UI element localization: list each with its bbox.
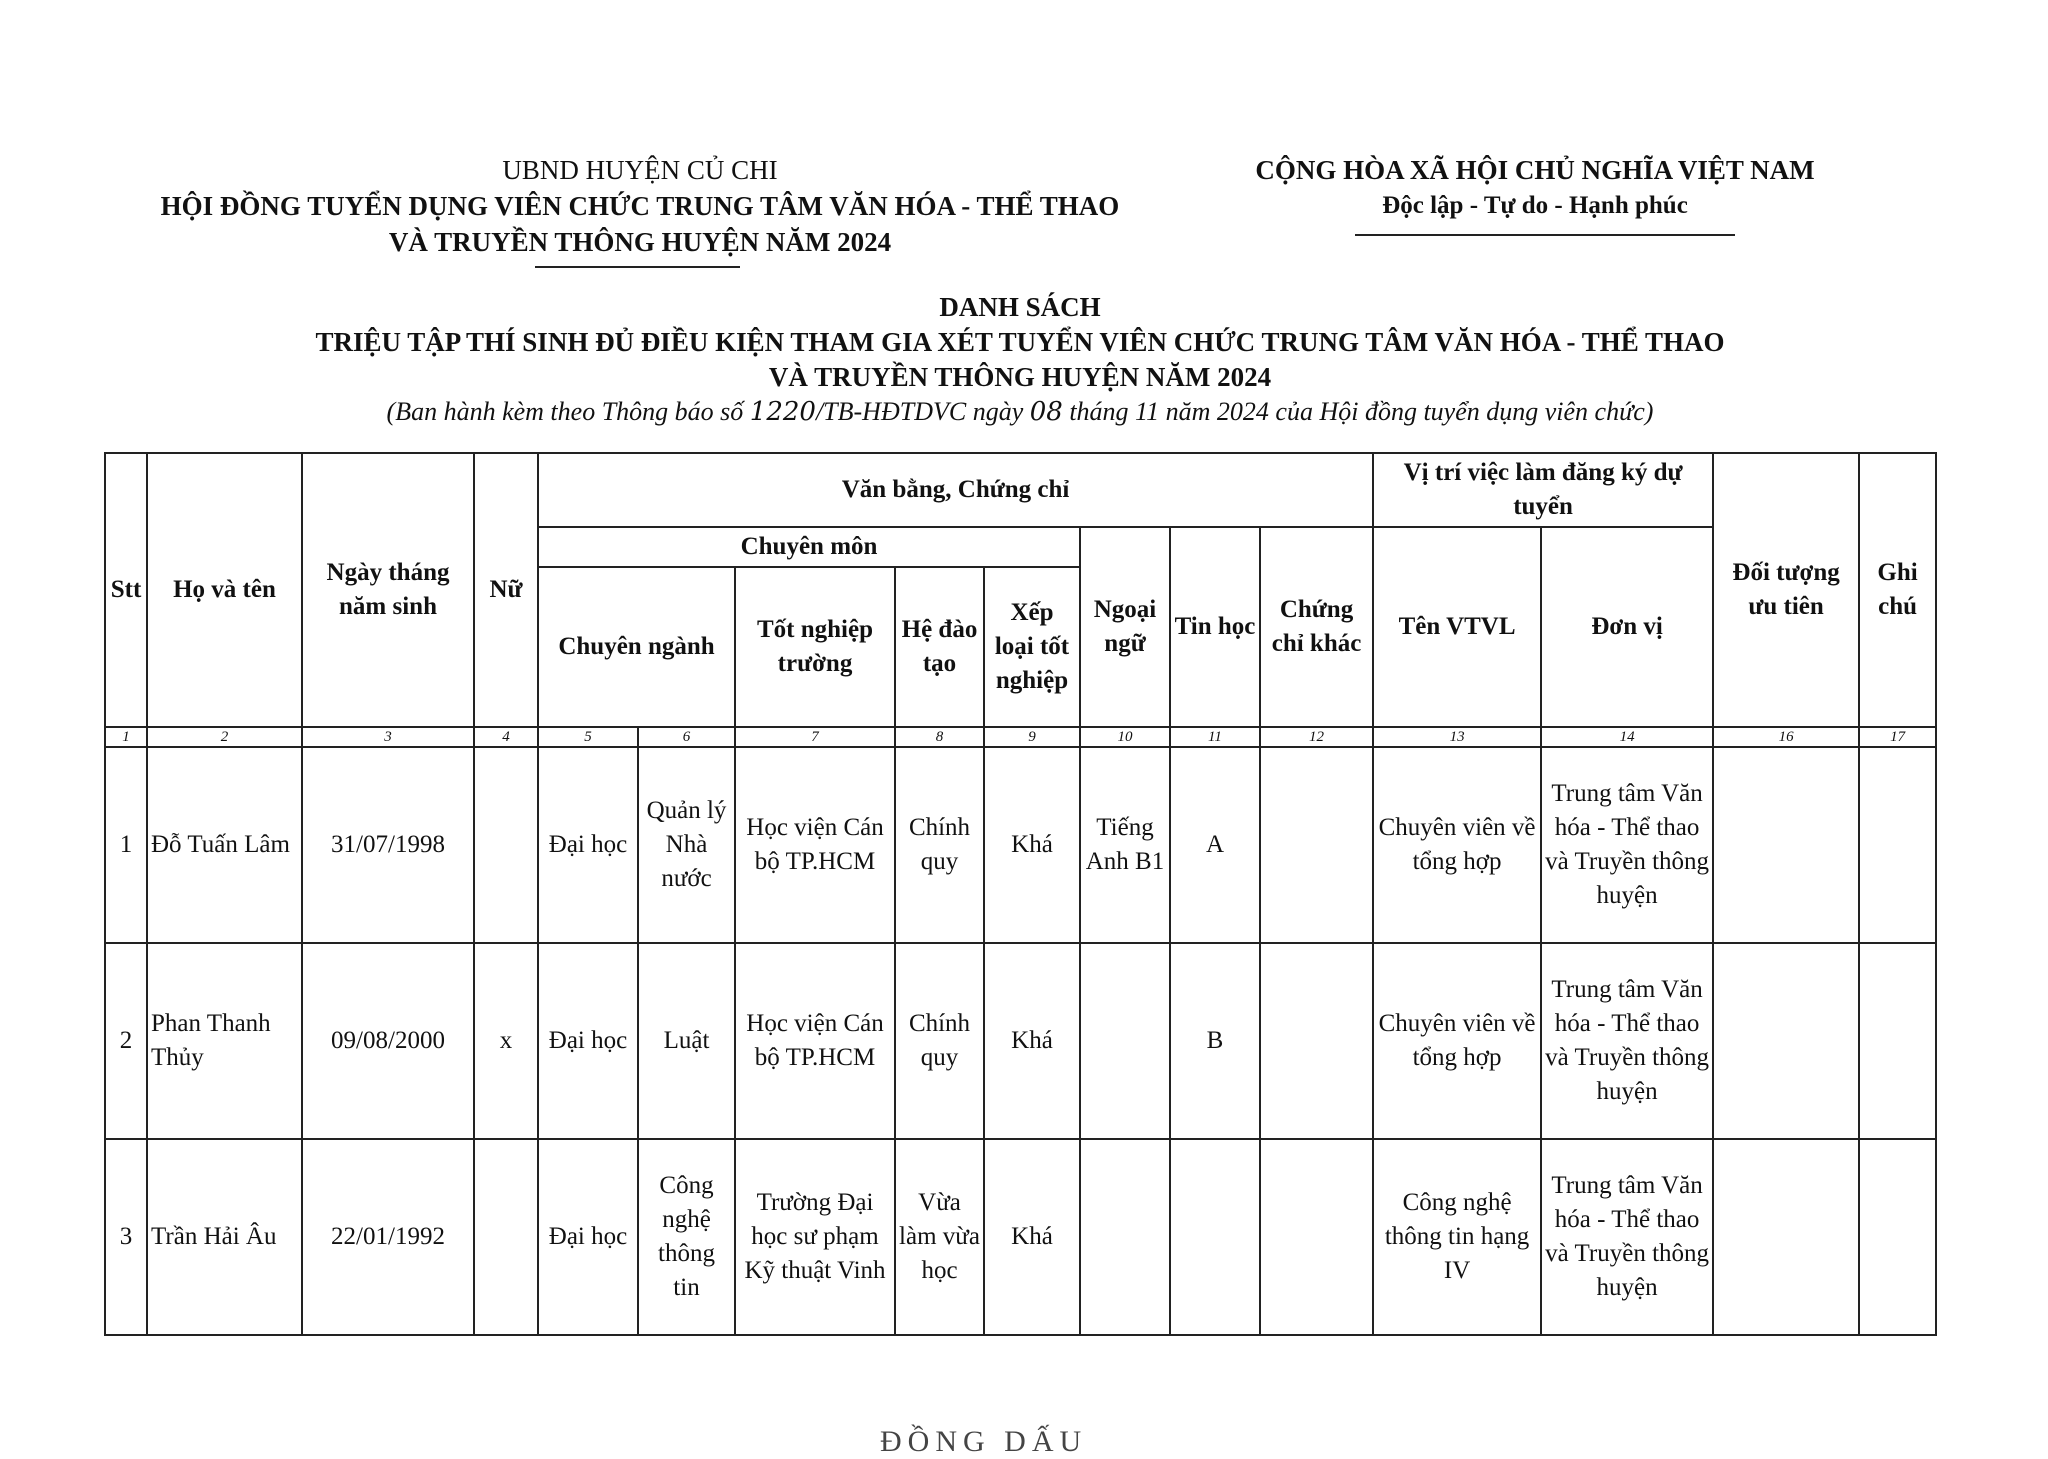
- cell-stt: 2: [105, 943, 147, 1139]
- cell-priority: [1713, 747, 1859, 943]
- cell-other-cert: [1260, 1139, 1373, 1335]
- header-stt: Stt: [105, 453, 147, 727]
- col-number: 10: [1080, 727, 1170, 747]
- cell-it: B: [1170, 943, 1260, 1139]
- header-dob: Ngày tháng năm sinh: [302, 453, 474, 727]
- cell-grade: Khá: [984, 747, 1080, 943]
- candidate-table: [104, 452, 1937, 1336]
- cell-dob: 31/07/1998: [302, 747, 474, 943]
- subtitle-middle: /TB-HĐTDVC ngày: [815, 397, 1030, 426]
- notice-number: 1220: [749, 397, 816, 427]
- cell-dob: 22/01/1992: [302, 1139, 474, 1335]
- header-mode: Hệ đào tạo: [895, 567, 984, 727]
- table-row: [105, 1139, 1936, 1335]
- cell-level: Đại học: [538, 1139, 638, 1335]
- cell-other-cert: [1260, 747, 1373, 943]
- column-number-row: [105, 727, 1936, 747]
- subtitle-suffix: tháng 11 năm 2024 của Hội đồng tuyển dụng viên chức): [1062, 397, 1654, 426]
- col-number: 16: [1713, 727, 1859, 747]
- title-line-1: DANH SÁCH: [939, 292, 1101, 322]
- table-row: [105, 747, 1936, 943]
- header-position-name: Tên VTVL: [1373, 527, 1541, 727]
- cell-school: Trường Đại học sư phạm Kỹ thuật Vinh: [735, 1139, 895, 1335]
- cell-position-name: Chuyên viên về tổng hợp: [1373, 943, 1541, 1139]
- cell-other-cert: [1260, 943, 1373, 1139]
- cell-school: Học viện Cán bộ TP.HCM: [735, 943, 895, 1139]
- document-title: [160, 290, 1880, 395]
- cell-mode: Chính quy: [895, 943, 984, 1139]
- col-number: 1: [105, 727, 147, 747]
- col-number: 11: [1170, 727, 1260, 747]
- cell-it: A: [1170, 747, 1260, 943]
- cell-unit: Trung tâm Văn hóa - Thể thao và Truyền thông huyện: [1541, 1139, 1713, 1335]
- header-note: Ghi chú: [1859, 453, 1936, 727]
- cell-unit: Trung tâm Văn hóa - Thể thao và Truyền thông huyện: [1541, 943, 1713, 1139]
- title-line-2: TRIỆU TẬP THÍ SINH ĐỦ ĐIỀU KIỆN THAM GIA XÉT TUYỂN VIÊN CHỨC TRUNG TÂM VĂN HÓA - THỂ THAO: [315, 327, 1725, 357]
- header-position: Vị trí việc làm đăng ký dự tuyển: [1373, 453, 1713, 527]
- cell-major: Quản lý Nhà nước: [638, 747, 735, 943]
- cell-dob: 09/08/2000: [302, 943, 474, 1139]
- header-other-cert: Chứng chỉ khác: [1260, 527, 1373, 727]
- cell-major: Công nghệ thông tin: [638, 1139, 735, 1335]
- col-number: 14: [1541, 727, 1713, 747]
- authority-line-1: UBND HUYỆN CỦ CHI: [502, 155, 778, 185]
- header-grade: Xếp loại tốt nghiệp: [984, 567, 1080, 727]
- cell-female: x: [474, 943, 538, 1139]
- motto-underline: [1355, 234, 1735, 236]
- header-language: Ngoại ngữ: [1080, 527, 1170, 727]
- col-number: 2: [147, 727, 302, 747]
- cell-school: Học viện Cán bộ TP.HCM: [735, 747, 895, 943]
- cell-grade: Khá: [984, 943, 1080, 1139]
- header-it: Tin học: [1170, 527, 1260, 727]
- col-number: 4: [474, 727, 538, 747]
- cell-it: [1170, 1139, 1260, 1335]
- cell-stt: 1: [105, 747, 147, 943]
- cell-name: Trần Hải Âu: [147, 1139, 302, 1335]
- cell-priority: [1713, 943, 1859, 1139]
- cell-name: Đỗ Tuấn Lâm: [147, 747, 302, 943]
- authority-underline: [535, 266, 740, 268]
- header-unit: Đơn vị: [1541, 527, 1713, 727]
- notice-day: 08: [1029, 397, 1063, 427]
- cell-major: Luật: [638, 943, 735, 1139]
- table-row: [105, 943, 1936, 1139]
- cell-note: [1859, 943, 1936, 1139]
- header-major: Chuyên ngành: [538, 567, 735, 727]
- col-number: 6: [638, 727, 735, 747]
- cell-position-name: Công nghệ thông tin hạng IV: [1373, 1139, 1541, 1335]
- header-diplomas: Văn bằng, Chứng chỉ: [538, 453, 1373, 527]
- cell-level: Đại học: [538, 747, 638, 943]
- col-number: 12: [1260, 727, 1373, 747]
- col-number: 13: [1373, 727, 1541, 747]
- national-motto: [1225, 152, 1845, 224]
- title-line-3: VÀ TRUYỀN THÔNG HUYỆN NĂM 2024: [768, 362, 1272, 392]
- cell-note: [1859, 747, 1936, 943]
- cell-female: [474, 747, 538, 943]
- cell-language: [1080, 1139, 1170, 1335]
- cell-grade: Khá: [984, 1139, 1080, 1335]
- cell-note: [1859, 1139, 1936, 1335]
- cell-stt: 3: [105, 1139, 147, 1335]
- cell-unit: Trung tâm Văn hóa - Thể thao và Truyền thông huyện: [1541, 747, 1713, 943]
- cell-female: [474, 1139, 538, 1335]
- header-name: Họ và tên: [147, 453, 302, 727]
- authority-line-2: HỘI ĐỒNG TUYỂN DỤNG VIÊN CHỨC TRUNG TÂM VĂN HÓA - THỂ THAO: [160, 191, 1120, 221]
- header-school: Tốt nghiệp trường: [735, 567, 895, 727]
- document-subtitle: [160, 397, 1880, 427]
- motto-line-1: CỘNG HÒA XÃ HỘI CHỦ NGHĨA VIỆT NAM: [1255, 155, 1815, 185]
- motto-line-2: Độc lập - Tự do - Hạnh phúc: [1382, 192, 1688, 219]
- col-number: 7: [735, 727, 895, 747]
- col-number: 9: [984, 727, 1080, 747]
- cell-language: Tiếng Anh B1: [1080, 747, 1170, 943]
- stamp-mark: ĐỒNG DẤU: [880, 1425, 1088, 1458]
- cell-priority: [1713, 1139, 1859, 1335]
- cell-position-name: Chuyên viên về tổng hợp: [1373, 747, 1541, 943]
- header-female: Nữ: [474, 453, 538, 727]
- cell-language: [1080, 943, 1170, 1139]
- col-number: 5: [538, 727, 638, 747]
- col-number: 17: [1859, 727, 1936, 747]
- cell-level: Đại học: [538, 943, 638, 1139]
- col-number: 8: [895, 727, 984, 747]
- cell-mode: Vừa làm vừa học: [895, 1139, 984, 1335]
- authority-line-3: VÀ TRUYỀN THÔNG HUYỆN NĂM 2024: [388, 227, 892, 257]
- header-priority: Đối tượng ưu tiên: [1713, 453, 1859, 727]
- col-number: 3: [302, 727, 474, 747]
- issuing-authority: [100, 152, 1180, 260]
- subtitle-prefix: (Ban hành kèm theo Thông báo số: [386, 397, 750, 426]
- cell-mode: Chính quy: [895, 747, 984, 943]
- cell-name: Phan Thanh Thủy: [147, 943, 302, 1139]
- header-specialty: Chuyên môn: [538, 527, 1080, 567]
